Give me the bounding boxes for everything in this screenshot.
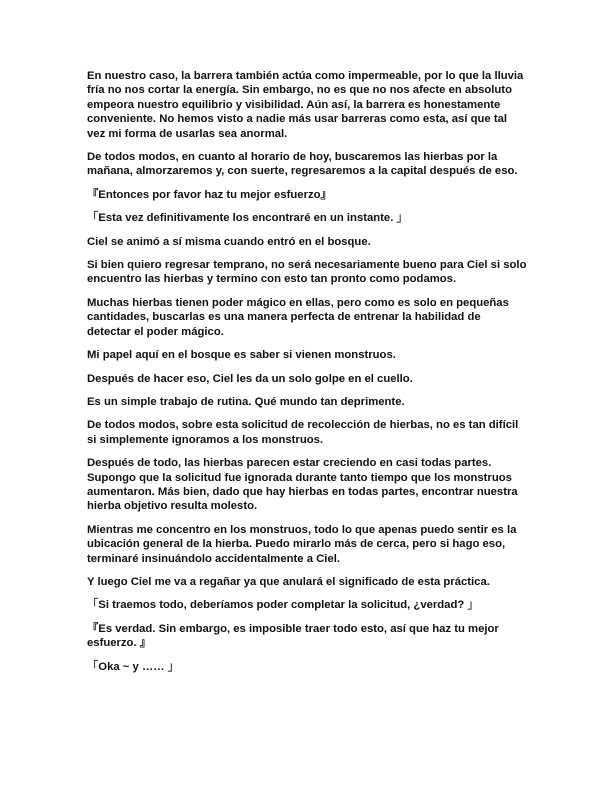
paragraph-5: Muchas hierbas tienen poder mágico en ellas, pero como es solo en pequeñas cantidades, buscarlas es una manera perfecta de entrenar la habilidad de detectar el poder mágico. — [87, 296, 509, 338]
dialogue-line-2: 「Esta vez definitivamente los encontraré en un instante. 」 — [87, 212, 408, 225]
paragraph-9: De todos modos, sobre esta solicitud de recolección de hierbas, no es tan difícil si simplemente ignoramos a los monstruos. — [87, 419, 519, 446]
document-page — [87, 69, 527, 683]
dialogue-line-5: 「Oka ~ y …… 」 — [87, 660, 179, 673]
paragraph-3: Ciel se animó a sí misma cuando entró en el bosque. — [87, 235, 371, 248]
paragraph-12: Y luego Ciel me va a regañar ya que anulará el significado de esta práctica. — [87, 575, 490, 588]
paragraph-4: Si bien quiero regresar temprano, no será necesariamente bueno para Ciel si solo encuentro las hierbas y termino con esto tan pronto como podamos. — [87, 259, 527, 286]
paragraph-7: Después de hacer eso, Ciel les da un solo golpe en el cuello. — [87, 372, 413, 385]
paragraph-11: Mientras me concentro en los monstruos, todo lo que apenas puedo sentir es la ubicación general de la hierba. Puedo mirarlo más de cerca, pero si hago eso, terminaré insinuándolo accidentalmente a Ciel. — [87, 523, 517, 565]
paragraph-8: Es un simple trabajo de rutina. Qué mundo tan deprimente. — [87, 395, 405, 408]
paragraph-10: Después de todo, las hierbas parecen estar creciendo en casi todas partes. Supongo que la solicitud fue ignorada durante tanto tiempo que los monstruos aumentaron. Más bien, dado que hay hierbas en todas partes, encontrar nuestra hierba objetivo resulta molesto. — [87, 457, 518, 513]
dialogue-line-4: 『Es verdad. Sin embargo, es imposible traer todo esto, así que haz tu mejor esfuerzo. 』 — [87, 622, 499, 650]
paragraph-1: En nuestro caso, la barrera también actúa como impermeable, por lo que la lluvia fría no nos cortar la energía. Sin embargo, no es que no nos afecte en absoluto empeora nuestro equilibrio y visibilidad. Aún así, la barrera es honestamente conveniente. No hemos visto a nadie más usar barreras como esta, así que tal vez mi forma de usarlas sea anormal. — [87, 70, 524, 140]
paragraph-6: Mi papel aquí en el bosque es saber si vienen monstruos. — [87, 349, 396, 362]
dialogue-line-1: 『Entonces por favor haz tu mejor esfuerzo』 — [87, 188, 332, 201]
dialogue-line-3: 「Si traemos todo, deberíamos poder completar la solicitud, ¿verdad? 」 — [87, 599, 479, 612]
paragraph-2: De todos modos, en cuanto al horario de hoy, buscaremos las hierbas por la mañana, almorzaremos y, con suerte, regresaremos a la capital después de eso. — [87, 151, 518, 178]
